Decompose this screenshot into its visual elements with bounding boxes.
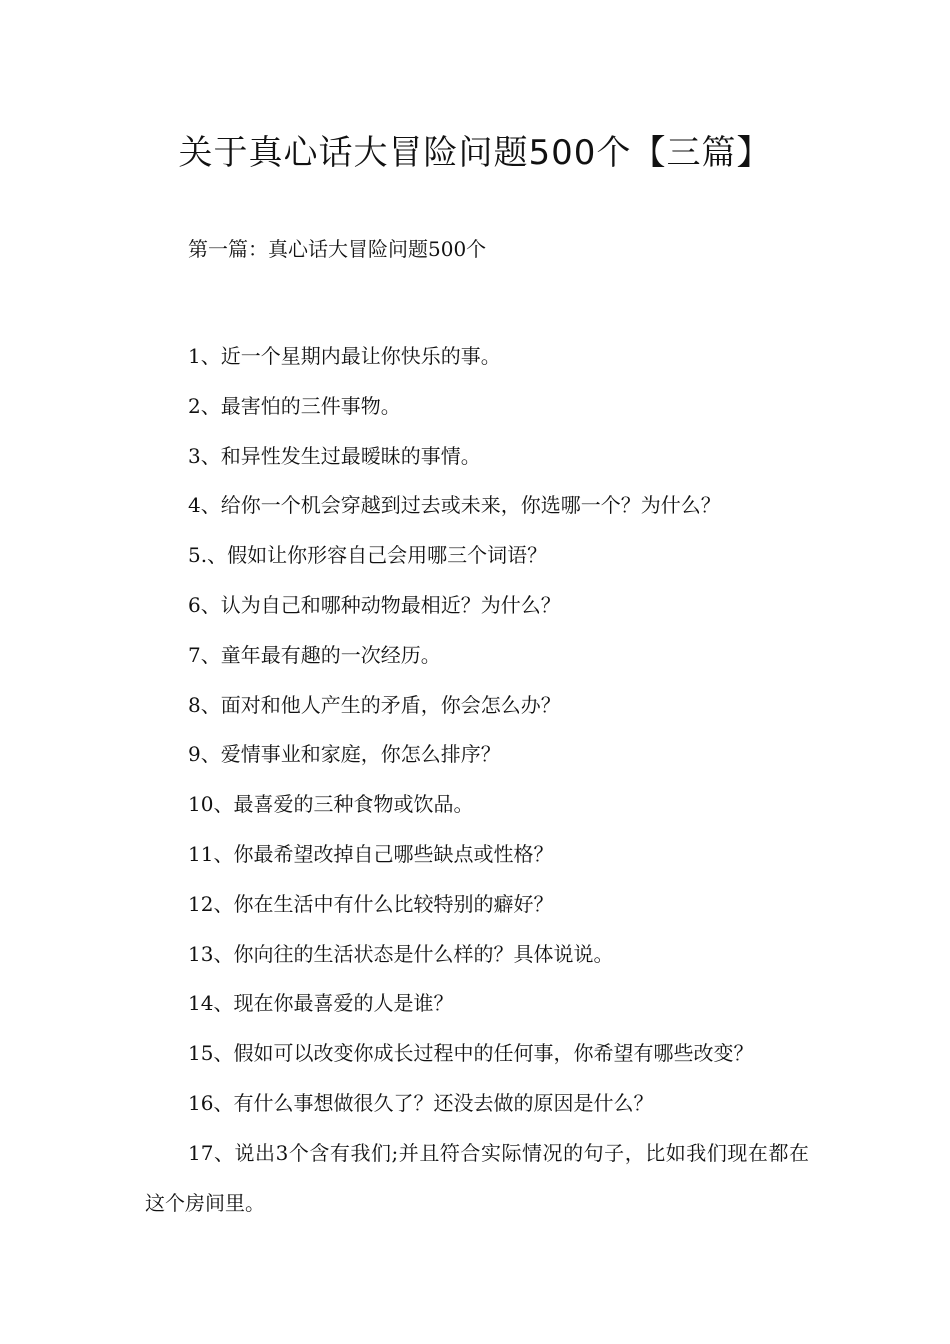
list-item: 6、认为自己和哪种动物最相近？为什么？ <box>188 592 561 617</box>
list-item: 1、近一个星期内最让你快乐的事。 <box>188 344 501 368</box>
list-item: 15、假如可以改变你成长过程中的任何事，你希望有哪些改变？ <box>188 1041 754 1066</box>
list-item: 12、你在生活中有什么比较特别的癖好？ <box>188 891 554 916</box>
list-item: 14、现在你最喜爱的人是谁？ <box>188 991 454 1016</box>
list-item: 5.、假如让你形容自己会用哪三个词语？ <box>188 543 548 568</box>
list-item: 2、最害怕的三件事物。 <box>188 393 401 418</box>
document-title: 关于真心话大冒险问题500个【三篇】 <box>178 133 772 173</box>
list-item: 8、面对和他人产生的矛盾，你会怎么办？ <box>188 692 561 717</box>
list-item: 17、说出3个含有我们;并且符合实际情况的句子，比如我们现在都在这个房间里。 <box>145 1140 809 1215</box>
list-item: 4、给你一个机会穿越到过去或未来，你选哪一个？为什么？ <box>188 493 721 518</box>
list-item: 10、最喜爱的三种食物或饮品。 <box>188 792 474 817</box>
list-item: 3、和异性发生过最暧昧的事情。 <box>188 443 481 468</box>
list-item: 16、有什么事想做很久了？还没去做的原因是什么？ <box>188 1090 654 1115</box>
list-item: 7、童年最有趣的一次经历。 <box>188 642 441 667</box>
list-item: 11、你最希望改掉自己哪些缺点或性格？ <box>188 841 554 866</box>
list-item: 9、爱情事业和家庭，你怎么排序？ <box>188 742 501 767</box>
section-heading: 第一篇：真心话大冒险问题500个 <box>188 237 487 261</box>
question-list <box>145 332 809 1228</box>
list-item: 13、你向往的生活状态是什么样的？具体说说。 <box>188 941 614 966</box>
